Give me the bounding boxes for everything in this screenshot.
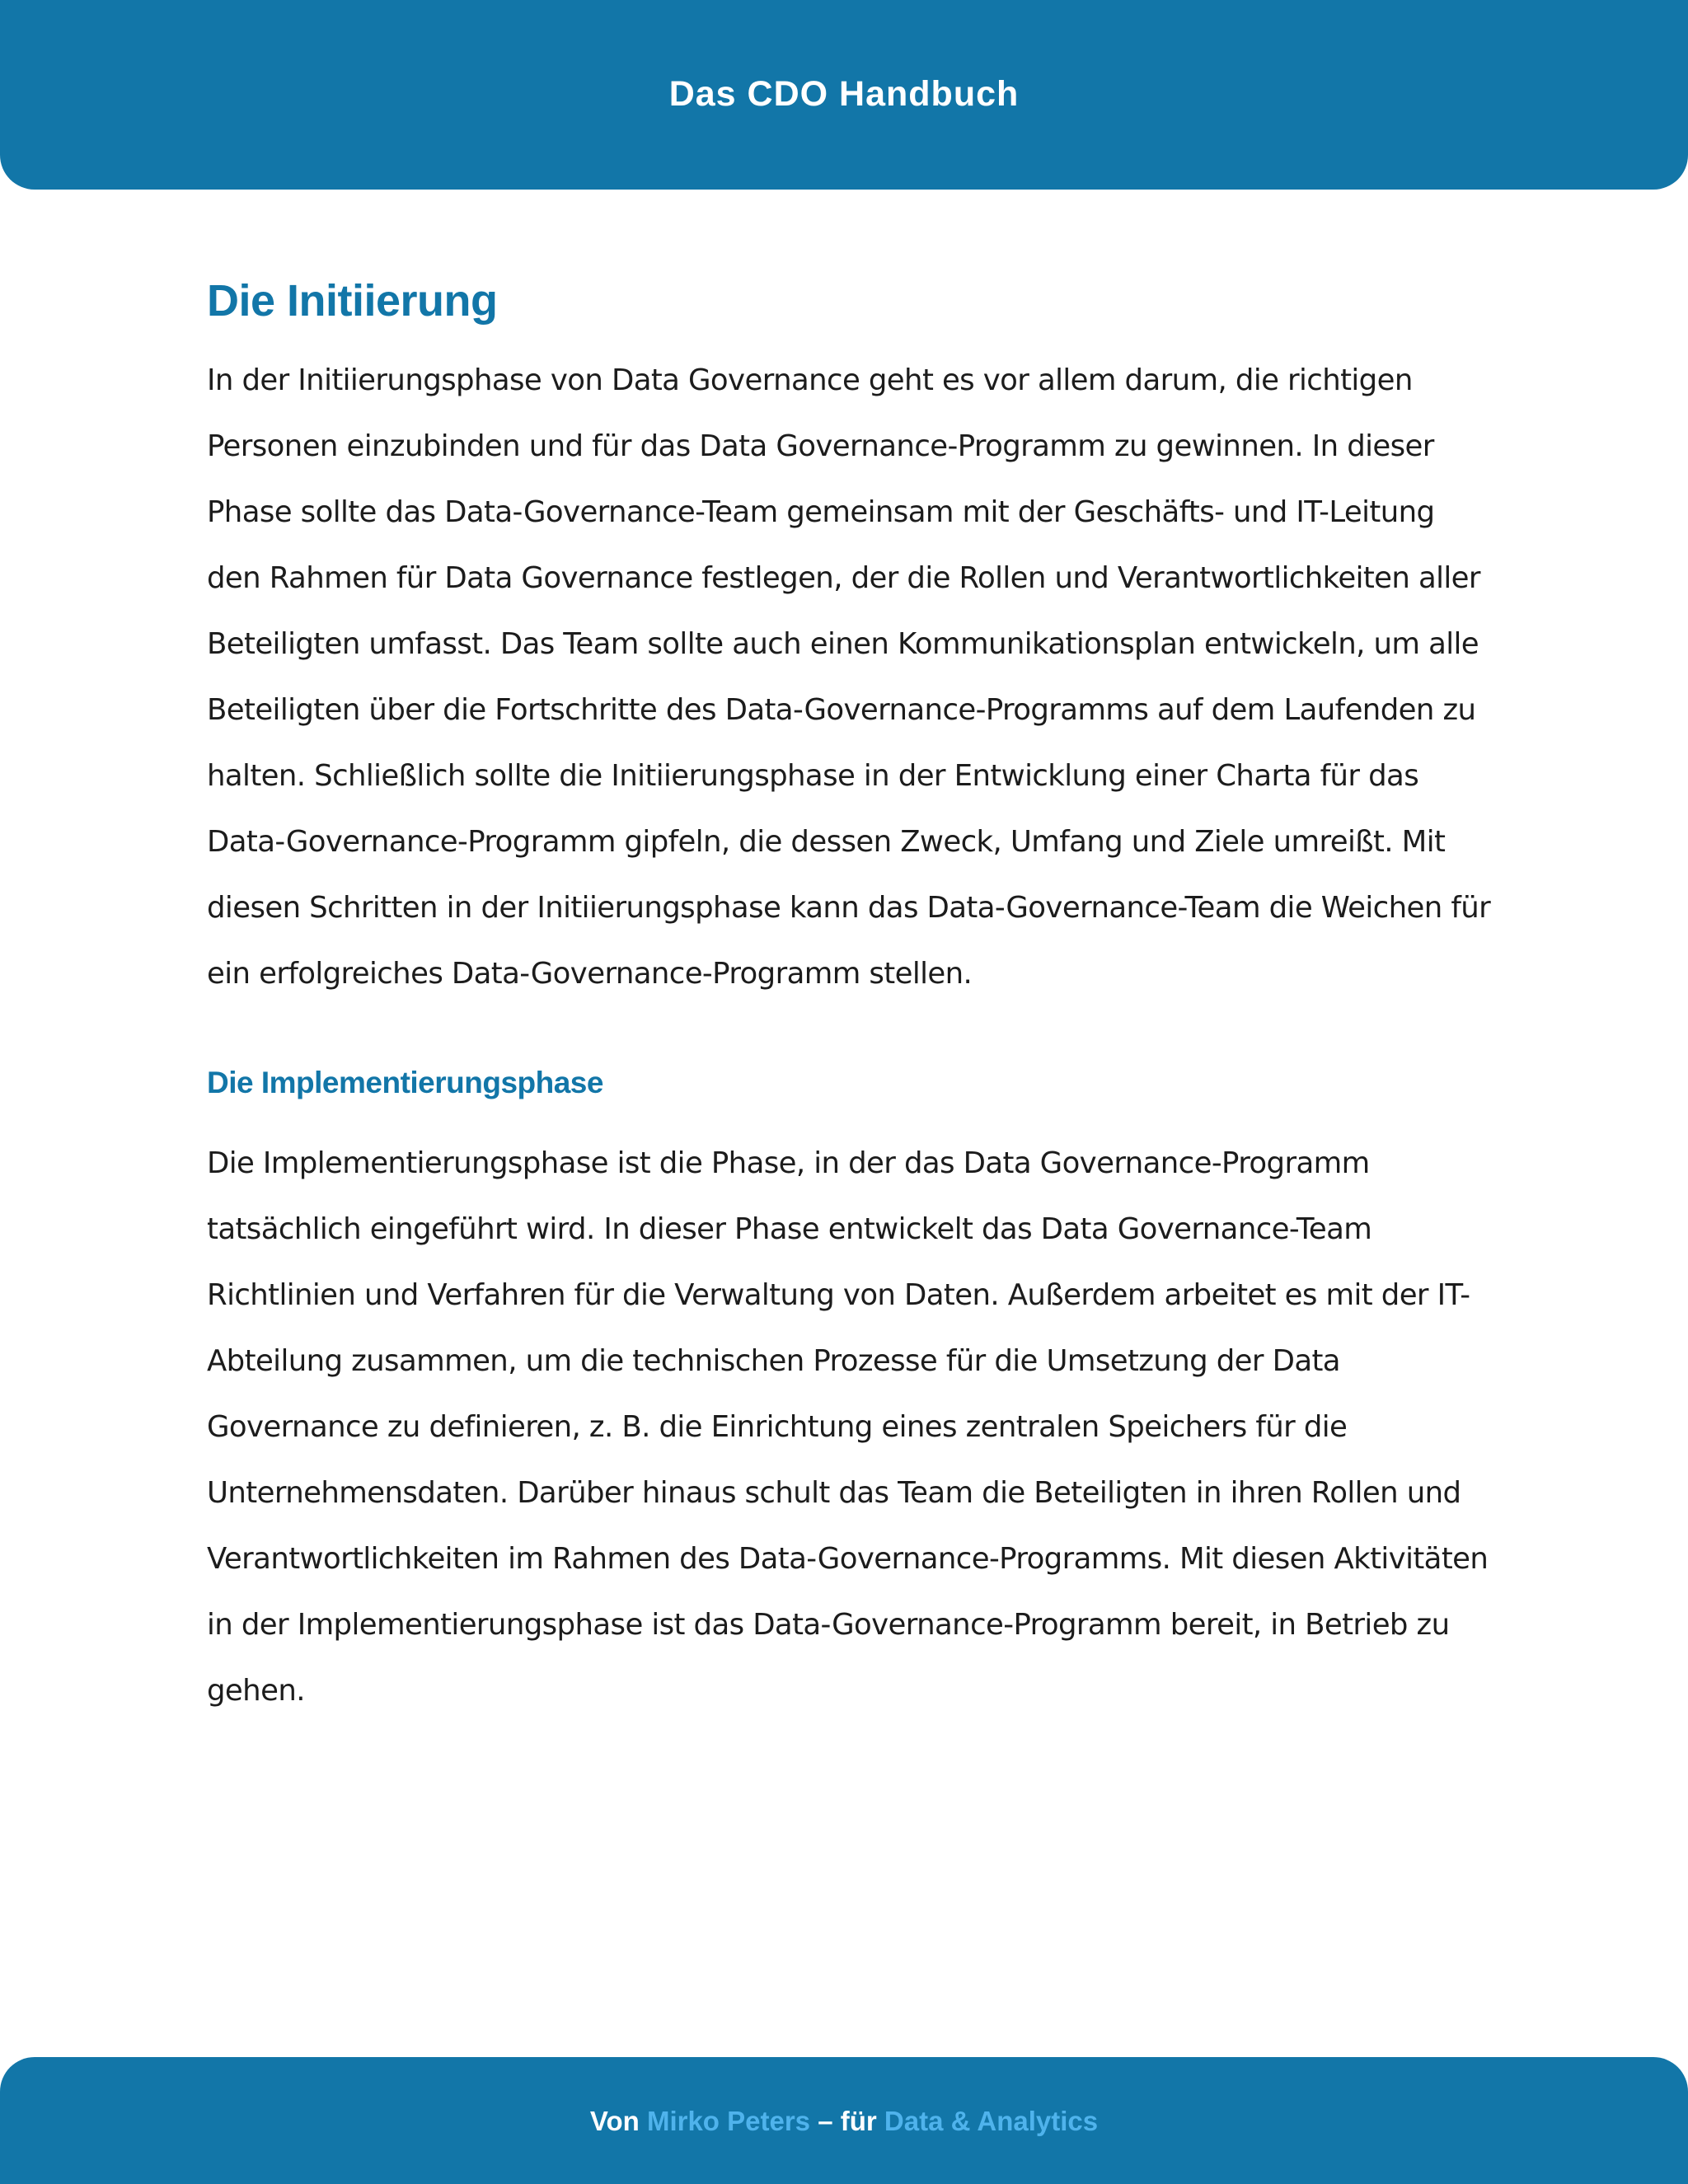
footer-credit xyxy=(0,2097,1688,2146)
section-heading-initiierung: Die Initiierung xyxy=(207,276,498,326)
footer-separator: – für xyxy=(818,2106,877,2136)
section-body-implementierungsphase: Die Implementierungsphase ist die Phase, in der das Data Governance-Programm tatsächlich eingeführt wird. In dieser Phase entwickelt das Data Governance-Team Richtlinien und Verfahren für die Verwaltung von Daten. Außerdem arbeitet es mit der IT-Abteilung zusammen, um die technischen Prozesse für die Umsetzung der Data Governance zu definieren, z. B. die Einrichtung eines zentralen Speichers für die Unternehmensdaten. Darüber hinaus schult das Team die Beteiligten in ihren Rollen und Verantwortlichkeiten im Rahmen des Data-Governance-Programms. Mit diesen Aktivitäten in der Implementierungsphase ist das Data-Governance-Programm bereit, in Betrieb zu gehen. xyxy=(207,1146,1489,1708)
page-content xyxy=(207,264,1493,1724)
document-title: Das CDO Handbuch xyxy=(668,74,1020,114)
footer-organization: Data & Analytics xyxy=(884,2106,1099,2136)
footer-author: Mirko Peters xyxy=(646,2106,811,2136)
footer-prefix: Von xyxy=(589,2106,640,2136)
section-body-initiierung: In der Initiierungsphase von Data Governance geht es vor allem darum, die richtigen Personen einzubinden und für das Data Governance-Programm zu gewinnen. In dieser Phase sollte das Data-Governance-Team gemeinsam mit der Geschäfts- und IT-Leitung den Rahmen für Data Governance festlegen, der die Rollen und Verantwortlichkeiten aller Beteiligten umfasst. Das Team sollte auch einen Kommunikationsplan entwickeln, um alle Beteiligten über die Fortschritte des Data-Governance-Programms auf dem Laufenden zu halten. Schließlich sollte die Initiierungsphase in der Entwicklung einer Charta für das Data-Governance-Programm gipfeln, die dessen Zweck, Umfang und Ziele umreißt. Mit diesen Schritten in der Initiierungsphase kann das Data-Governance-Team die Weichen für ein erfolgreiches Data-Governance-Programm stellen. xyxy=(207,363,1491,991)
section-heading-implementierungsphase: Die Implementierungsphase xyxy=(207,1066,603,1099)
